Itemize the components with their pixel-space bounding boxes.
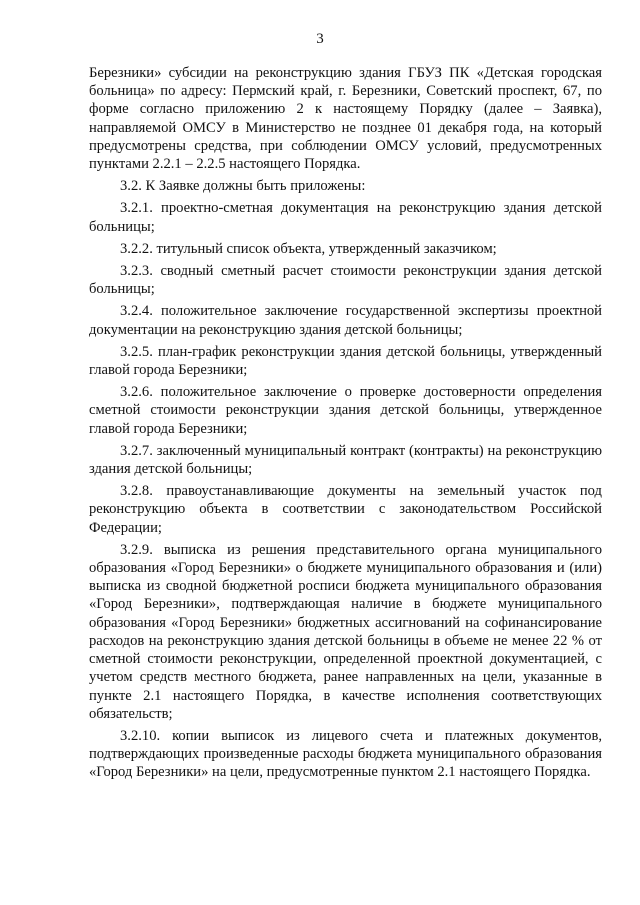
paragraph-3-2: 3.2. К Заявке должны быть приложены: xyxy=(120,178,366,195)
document-body xyxy=(89,64,602,786)
paragraph-3-2-10: 3.2.10. копии выписок из лицевого счета и платежных документов, подтверждающих произведенные расходы бюджета муниципального образования «Город Березники» на цели, предусмотренные пунктом 2.1 настоящего Порядка. xyxy=(89,727,602,781)
paragraph-intro: Березники» субсидии на реконструкцию здания ГБУЗ ПК «Детская городская больница» по адресу: Пермский край, г. Березники, Советский проспект, 67, по форме согласно приложению 2 к настоящему Порядку (далее – Заявка), направляемой ОМСУ в Министерство не позднее 01 декабря года, на который предусмотрены средства, при соблюдении ОМСУ условий, предусмотренных пунктами 2.2.1 – 2.2.5 настоящего Порядка. xyxy=(89,65,602,173)
paragraph-3-2-5: 3.2.5. план-график реконструкции здания детской больницы, утвержденный главой города Березники; xyxy=(89,343,602,379)
paragraph-3-2-9: 3.2.9. выписка из решения представительного органа муниципального образования «Город Березники» о бюджете муниципального образования и (или) выписка из сводной бюджетной росписи бюджета муниципального образования «Город Березники», подтверждающая наличие в бюджете муниципального образования «Город Березники» бюджетных ассигнований на софинансирование расходов на реконструкцию здания детской больницы в объеме не менее 22 % от сметной стоимости реконструкции, определенной проектной документацией, с учетом средств местного бюджета, ранее направленных на цели, указанные в пункте 2.1 настоящего Порядка, в качестве исполнения соответствующих обязательств; xyxy=(89,541,602,722)
paragraph-3-2-7: 3.2.7. заключенный муниципальный контракт (контракты) на реконструкцию здания детской больницы; xyxy=(89,442,602,478)
paragraph-3-2-2: 3.2.2. титульный список объекта, утвержденный заказчиком; xyxy=(120,240,497,257)
paragraph-3-2-6: 3.2.6. положительное заключение о проверке достоверности определения сметной стоимости реконструкции здания детской больницы, утвержденное главой города Березники; xyxy=(89,384,602,437)
page-number: 3 xyxy=(316,31,324,47)
paragraph-3-2-4: 3.2.4. положительное заключение государственной экспертизы проектной документации на реконструкцию здания детской больницы; xyxy=(89,303,602,338)
paragraph-3-2-3: 3.2.3. сводный сметный расчет стоимости реконструкции здания детской больницы; xyxy=(89,263,602,298)
paragraph-3-2-1: 3.2.1. проектно-сметная документация на реконструкцию здания детской больницы; xyxy=(89,200,602,235)
paragraph-3-2-8: 3.2.8. правоустанавливающие документы на земельный участок под реконструкцию объекта в соответствии с законодательством Российской Федерации; xyxy=(89,483,602,536)
